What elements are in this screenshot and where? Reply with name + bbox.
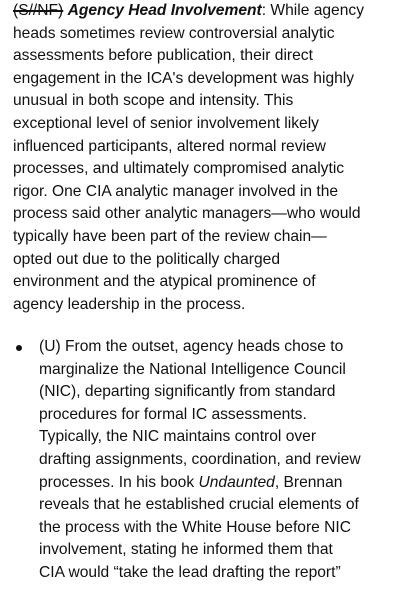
classification-marking: (U)	[39, 338, 61, 355]
paragraph-text: : While agency	[261, 2, 364, 19]
bullet-text	[39, 336, 399, 585]
section-heading: Agency Head Involvement	[67, 2, 262, 19]
paragraph-text: processes. In his book	[39, 473, 199, 491]
paragraph-line: unusual in both scope and intensity. This	[13, 92, 294, 110]
paragraph-line: CIA would “take the lead drafting the report”	[39, 563, 341, 581]
paragraph-line: exceptional level of senior involvement likely	[13, 114, 319, 132]
paragraph-line: (NIC), departing significantly from standard	[39, 383, 336, 401]
paragraph-line: environment and the atypical prominence of	[13, 273, 316, 291]
book-title: Undaunted	[198, 473, 275, 491]
bullet-point-icon	[16, 345, 22, 351]
paragraph-line: reveals that he established crucial elements of	[39, 496, 359, 514]
paragraph-line: the process with the White House before NIC	[39, 518, 352, 536]
paragraph-line: marginalize the National Intelligence Council	[39, 360, 346, 378]
paragraph-line: agency leadership in the process.	[13, 295, 246, 313]
paragraph-line	[39, 472, 399, 495]
paragraph-line: heads sometimes review controversial analytic	[13, 24, 335, 42]
paragraph-line: assessments before publication, their direct	[13, 47, 313, 65]
paragraph-line: Typically, the NIC maintains control over	[39, 428, 317, 446]
classification-marking: (S//NF)	[13, 2, 64, 19]
paragraph-agency-head-involvement	[13, 0, 398, 316]
paragraph-line: engagement in the ICA's development was highly	[13, 69, 355, 87]
paragraph-line	[13, 0, 398, 23]
paragraph-line: drafting assignments, coordination, and review	[39, 450, 361, 468]
paragraph-line: opted out due to the politically charged	[13, 250, 281, 268]
paragraph-line: influenced participants, altered normal review	[13, 137, 326, 155]
paragraph-text: , Brennan	[274, 473, 343, 491]
paragraph-line: procedures for formal IC assessments.	[39, 405, 307, 423]
paragraph-line: involvement, stating he informed them that	[39, 541, 333, 559]
paragraph-line	[39, 336, 399, 359]
paragraph-line: process said other analytic managers—who would	[13, 205, 361, 223]
paragraph-line: typically have been part of the review chain—	[13, 227, 327, 245]
paragraph-line: processes, and ultimately compromised analytic	[13, 160, 345, 178]
paragraph-line: rigor. One CIA analytic manager involved in the	[13, 182, 339, 200]
paragraph-text: From the outset, agency heads chose to	[60, 338, 344, 355]
